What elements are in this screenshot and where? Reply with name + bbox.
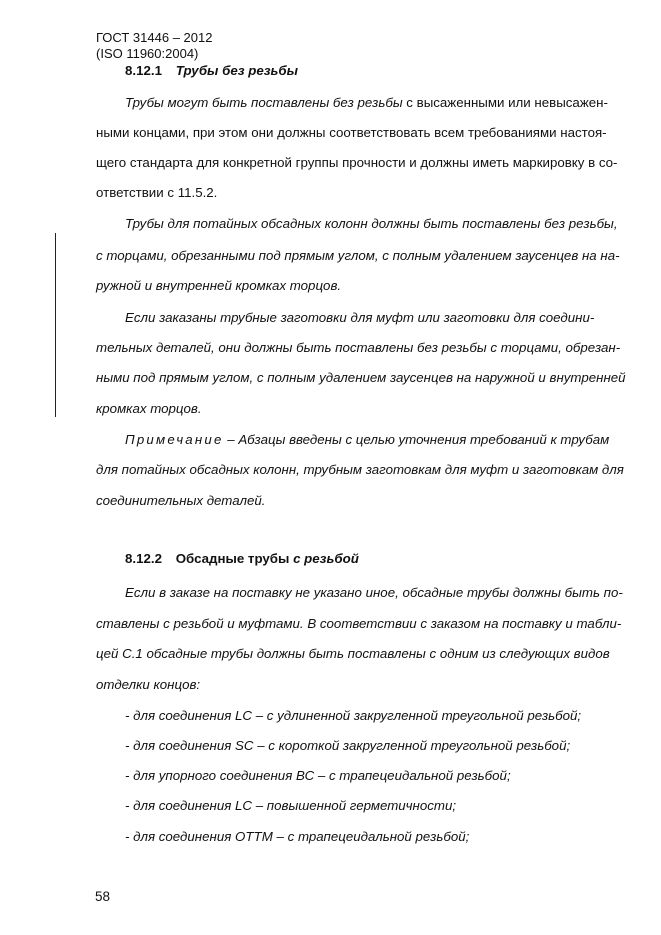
note-line bbox=[125, 432, 609, 447]
note-line: соединительных деталей. bbox=[96, 493, 266, 508]
section-title-italic: с резьбой bbox=[289, 551, 359, 566]
note-line: для потайных обсадных колонн, трубным заготовкам для муфт и заготовкам для bbox=[96, 462, 624, 477]
text-line: с торцами, обрезанными под прямым углом, с полным удалением заусенцев на на- bbox=[96, 248, 620, 263]
text-line: Если в заказе на поставку не указано иное, обсадные трубы должны быть по- bbox=[125, 585, 623, 600]
list-item: - для соединения LC – с удлиненной закругленной треугольной резьбой; bbox=[125, 708, 582, 723]
text-line: Если заказаны трубные заготовки для муфт или заготовки для соедини- bbox=[125, 310, 595, 325]
section-title: Трубы без резьбы bbox=[175, 63, 298, 78]
text-line bbox=[125, 95, 608, 110]
text-line: ответствии с 11.5.2. bbox=[96, 185, 218, 200]
section-heading-8-12-1 bbox=[125, 63, 298, 78]
section-heading-8-12-2 bbox=[125, 551, 359, 566]
page-number: 58 bbox=[95, 889, 111, 904]
standard-number: ГОСТ 31446 – 2012 bbox=[96, 30, 213, 45]
text-line: ными концами, при этом они должны соответствовать всем требованиями настоя- bbox=[96, 125, 607, 140]
italic-run: Трубы могут быть поставлены без резьбы bbox=[125, 95, 403, 110]
text-line: ружной и внутренней кромках торцов. bbox=[96, 278, 342, 293]
note-label: Примечание bbox=[125, 432, 224, 447]
text-line: цей С.1 обсадные трубы должны быть поставлены с одним из следующих видов bbox=[96, 646, 610, 661]
section-number: 8.12.1 bbox=[125, 63, 162, 78]
document-header bbox=[96, 30, 212, 62]
list-item: - для соединения ОТТМ – с трапецеидальной резьбой; bbox=[125, 829, 470, 844]
text-line: щего стандарта для конкретной группы прочности и должны иметь маркировку в со- bbox=[96, 155, 618, 170]
text-line: Трубы для потайных обсадных колонн должны быть поставлены без резьбы, bbox=[125, 216, 618, 231]
text-line: ставлены с резьбой и муфтами. В соответствии с заказом на поставку и табли- bbox=[96, 616, 622, 631]
section-title: Обсадные трубы bbox=[175, 551, 290, 566]
text-line: тельных деталей, они должны быть поставлены без резьбы с торцами, обрезан- bbox=[96, 340, 621, 355]
change-bar bbox=[55, 233, 56, 417]
text-line: кромках торцов. bbox=[96, 401, 202, 416]
list-item: - для соединения LC – повышенной герметичности; bbox=[125, 798, 457, 813]
list-item: - для упорного соединения ВС – с трапецеидальной резьбой; bbox=[125, 768, 511, 783]
iso-reference: (ISO 11960:2004) bbox=[96, 46, 199, 61]
list-item: - для соединения SC – с короткой закругленной треугольной резьбой; bbox=[125, 738, 571, 753]
text-line: ными под прямым углом, с полным удалением заусенцев на наружной и внутренней bbox=[96, 370, 626, 385]
text-run: – Абзацы введены с целью уточнения требований к трубам bbox=[223, 432, 610, 447]
section-number: 8.12.2 bbox=[125, 551, 162, 566]
text-run: с высаженными или невысажен- bbox=[402, 95, 608, 110]
text-line: отделки концов: bbox=[96, 677, 201, 692]
